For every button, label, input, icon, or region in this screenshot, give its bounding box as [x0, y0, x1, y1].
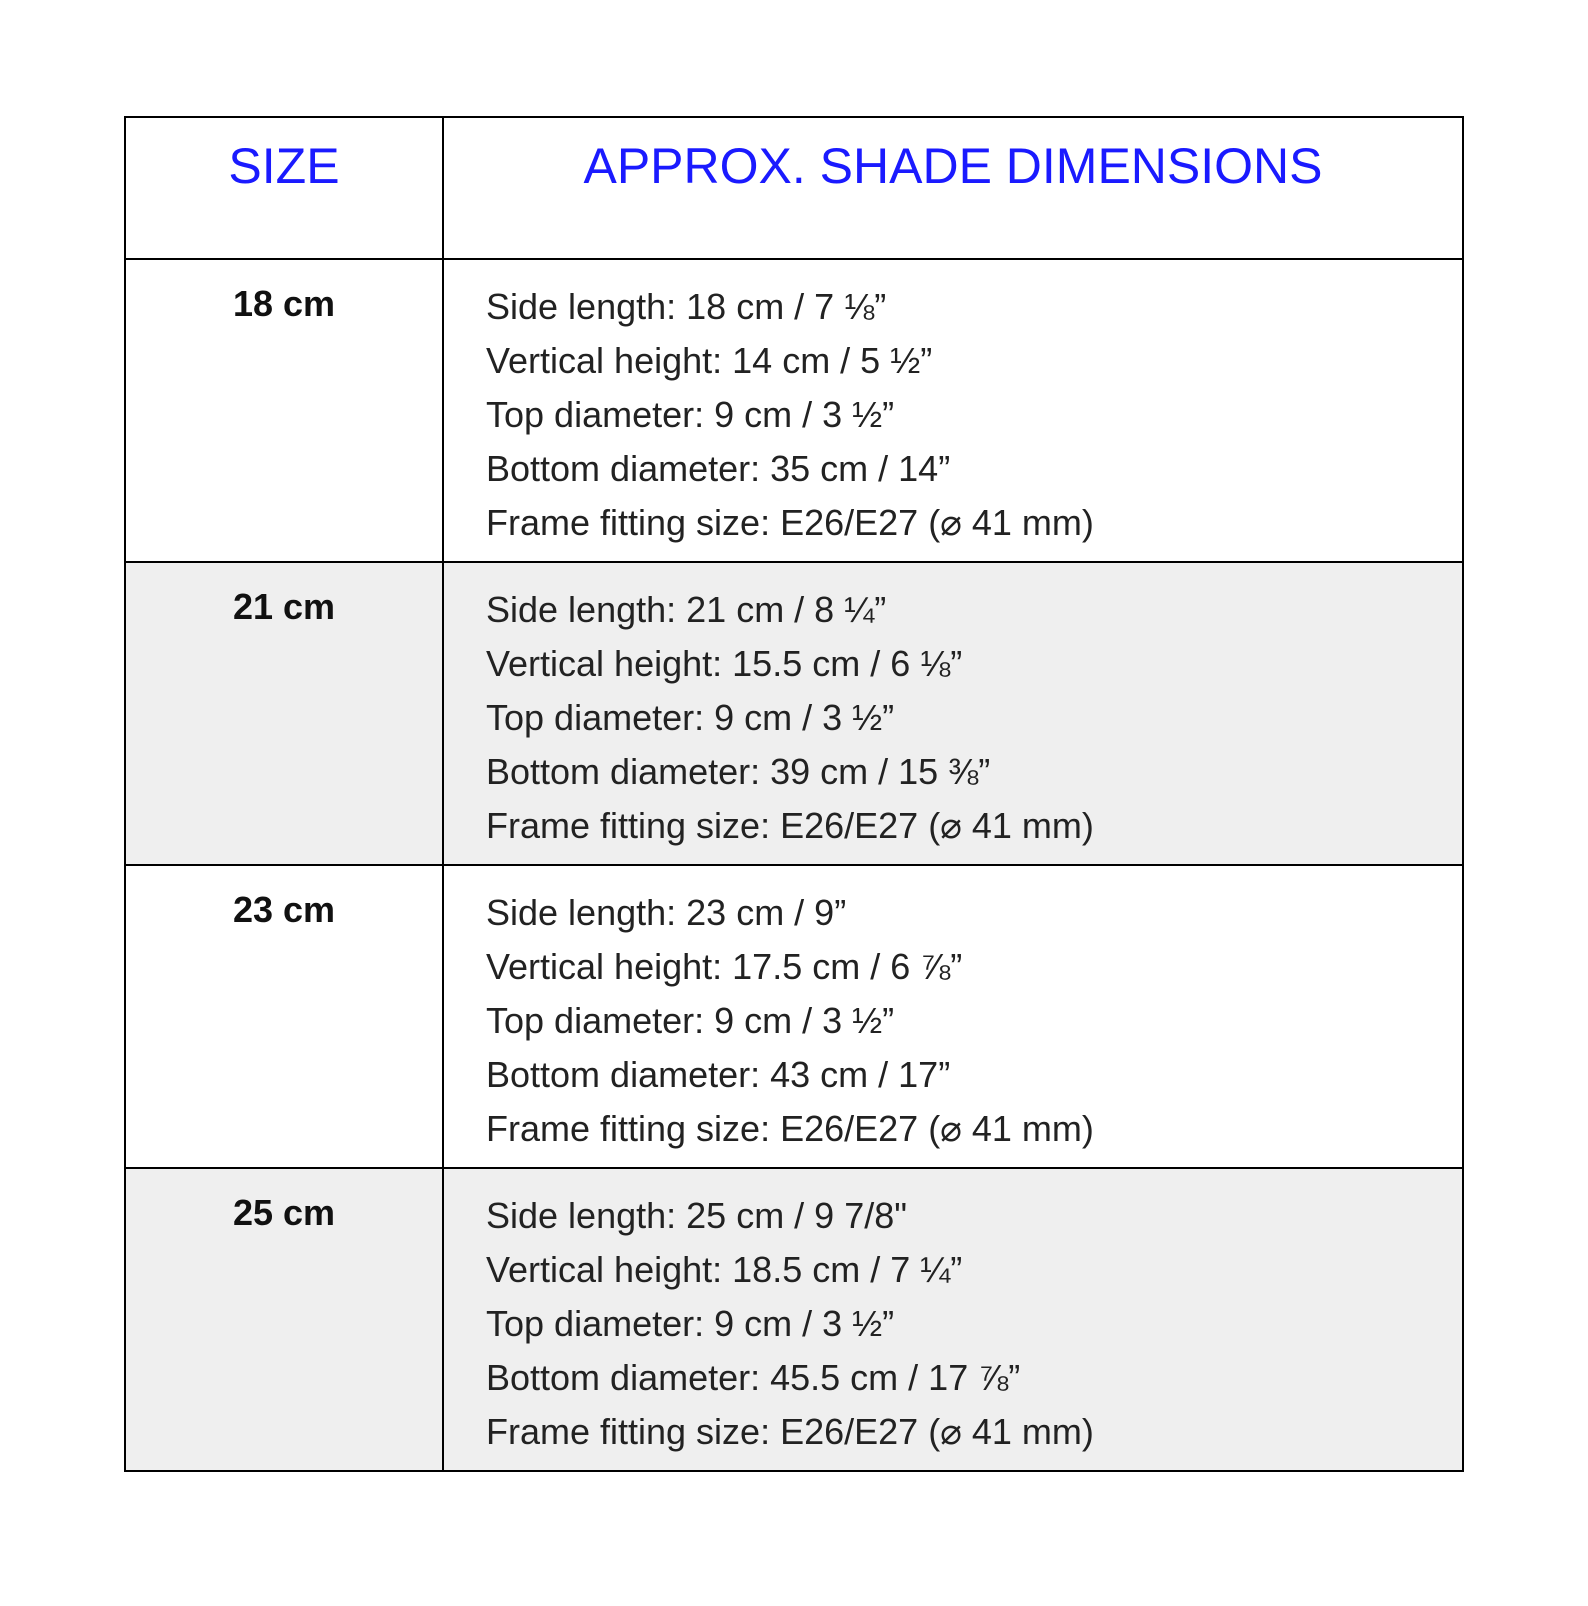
frame-fitting-size: Frame fitting size: E26/E27 (⌀ 41 mm)	[486, 1411, 1094, 1452]
size-cell: 21 cm	[125, 562, 443, 865]
vertical-height: Vertical height: 15.5 cm / 6 ⅛”	[486, 643, 963, 684]
table-row	[125, 865, 1463, 1168]
vertical-height: Vertical height: 18.5 cm / 7 ¼”	[486, 1249, 963, 1290]
dimensions-cell	[443, 259, 1463, 562]
size-cell: 23 cm	[125, 865, 443, 1168]
top-diameter: Top diameter: 9 cm / 3 ½”	[486, 1303, 895, 1344]
table-row	[125, 259, 1463, 562]
table-header-row	[125, 117, 1463, 259]
table-row	[125, 562, 1463, 865]
vertical-height: Vertical height: 14 cm / 5 ½”	[486, 340, 933, 381]
dimensions-column-header: APPROX. SHADE DIMENSIONS	[443, 117, 1463, 259]
table-row	[125, 1168, 1463, 1471]
size-chart-table	[124, 116, 1464, 1472]
side-length: Side length: 21 cm / 8 ¼”	[486, 589, 887, 630]
bottom-diameter: Bottom diameter: 45.5 cm / 17 ⅞”	[486, 1357, 1021, 1398]
dimensions-cell	[443, 1168, 1463, 1471]
size-cell: 18 cm	[125, 259, 443, 562]
top-diameter: Top diameter: 9 cm / 3 ½”	[486, 394, 895, 435]
bottom-diameter: Bottom diameter: 39 cm / 15 ⅜”	[486, 751, 991, 792]
dimensions-cell	[443, 865, 1463, 1168]
size-column-header: SIZE	[125, 117, 443, 259]
bottom-diameter: Bottom diameter: 43 cm / 17”	[486, 1054, 951, 1095]
side-length: Side length: 25 cm / 9 7/8"	[486, 1195, 908, 1236]
vertical-height: Vertical height: 17.5 cm / 6 ⅞”	[486, 946, 963, 987]
top-diameter: Top diameter: 9 cm / 3 ½”	[486, 1000, 895, 1041]
frame-fitting-size: Frame fitting size: E26/E27 (⌀ 41 mm)	[486, 1108, 1094, 1149]
dimensions-cell	[443, 562, 1463, 865]
frame-fitting-size: Frame fitting size: E26/E27 (⌀ 41 mm)	[486, 805, 1094, 846]
bottom-diameter: Bottom diameter: 35 cm / 14”	[486, 448, 951, 489]
top-diameter: Top diameter: 9 cm / 3 ½”	[486, 697, 895, 738]
side-length: Side length: 18 cm / 7 ⅛”	[486, 286, 887, 327]
side-length: Side length: 23 cm / 9”	[486, 892, 847, 933]
frame-fitting-size: Frame fitting size: E26/E27 (⌀ 41 mm)	[486, 502, 1094, 543]
size-cell: 25 cm	[125, 1168, 443, 1471]
